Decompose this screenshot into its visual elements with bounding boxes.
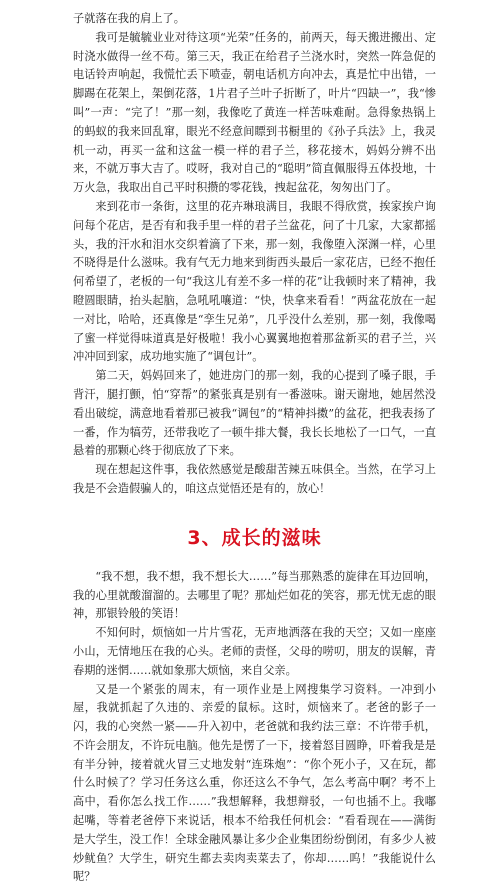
paragraph: 不知何时，烦恼如一片片雪花，无声地洒落在我的天空；又如一座座小山，无情地压在我的心头。老师的责怪，父母的唠叨，朋友的误解，青春期的迷惘……就如象那大烦恼，来自父亲。 [73,624,436,680]
section-heading: 3、成长的滋味 [73,523,436,550]
paragraph: 来到花市一条街，这里的花卉琳琅满目，我眼不得欣赏，挨家挨户询问每个花店，是否有和我手里一样的君子兰盆花，问了十几家，大家都摇头，我的汗水和泪水交织着滴了下来，那一刻，我像堕入深渊一样，心里不晓得是什么滋味。我有气无力地来到街西头最后一家花店，已经不抱任何希望了，老板的一句“我这儿有差不多一样的花”让我顿时来了精神，我瞪圆眼睛，抬头起脑，急吼吼嚷道：“快，快拿来看看！”两盆花放在一起一对比，哈哈，还真像是“孪生兄弟”，几乎没什么差别，那一刻，我像喝了蜜一样觉得味道真是好极啦！我小心翼翼地抱着那盆新买的君子兰，兴冲冲回到家，成功地实施了“调包计”。 [73,198,436,367]
paragraph: 第二天，妈妈回来了，她进房门的那一刻，我的心提到了嗓子眼，手背汗，腿打颤，怕“穿帮”的紧张真是别有一番滋味。谢天谢地，她居然没看出破绽，满意地看着那已被我“调包”的“精神抖擞”的盆花，把我表扬了一番，作为犒劳，还带我吃了一顿牛排大餐，我长长地松了一口气，一直悬着的那颗心终于彻底放了下来。 [73,367,436,461]
paragraph: “我不想，我不想，我不想长大……”每当那熟悉的旋律在耳边回响，我的心里就酸溜溜的。去哪里了呢？那灿烂如花的笑容，那无忧无虑的眼神，那银铃般的笑语！ [73,568,436,624]
lead-text: 子就落在我的肩上了。 [73,10,436,29]
paragraph: 现在想起这件事，我依然感觉是酸甜苦辣五味俱全。当然，在学习上我是不会造假骗人的，咱这点觉悟还是有的，放心！ [73,461,436,499]
paragraph: 我可是毓毓业业对待这项“光荣”任务的，前两天，每天搬进搬出、定时浇水做得一丝不苟。第三天，我正在给君子兰浇水时，突然一阵急促的电话铃声响起，我慌忙丢下喷壶，朝电话机方向冲去，真是忙中出错，一脚踢在花架上，架倒花落，1片君子兰叶子折断了，叶片“四缺一”，我“惨叫”一声：“完了！”那一刻，我像吃了黄连一样苦味难耐。急得象热锅上的蚂蚁的我来回乱窜，眼光不经意间瞟到书橱里的《孙子兵法》上，我灵机一动，再买一盆和这盆一模一样的君子兰，移花接木，妈妈分辨不出来，不就万事大吉了。哎呀，我对自己的“聪明”简直佩服得五体投地，十万火急，我取出自己平时积攒的零花钱，拽起盆花，匆匆出门了。 [73,29,436,198]
paragraph: 又是一个紧张的周末，有一项作业是上网搜集学习资料。一冲到小屋，我就抓起了久违的、亲爱的鼠标。这时，烦恼来了。老爸的影子一闪，我的心突然一紧——升入初中，老爸就和我约法三章：不许带手机，不许会朋友，不许玩电脑。他先是愣了一下，接着怒目圆睁，吓着我是是有半分钟，接着就火冒三丈地发射“连珠炮”：“你个死小子，又在玩，都什么时候了？学习任务这么重，你还这么不争气，怎么考高中啊？考不上高中，看你怎么找工作……”我想解释，我想辩驳，一句也插不上。我嘟起嘴，等着老爸停下来说话，根本不给我任何机会：“看看现在——满街是大学生，没工作！全球金融风暴让多少企业集团纷纷倒闭，有多少人被炒鱿鱼？大学生，研究生都去卖肉卖菜去了，你却……呜！”我能说什么呢？ [73,681,436,887]
